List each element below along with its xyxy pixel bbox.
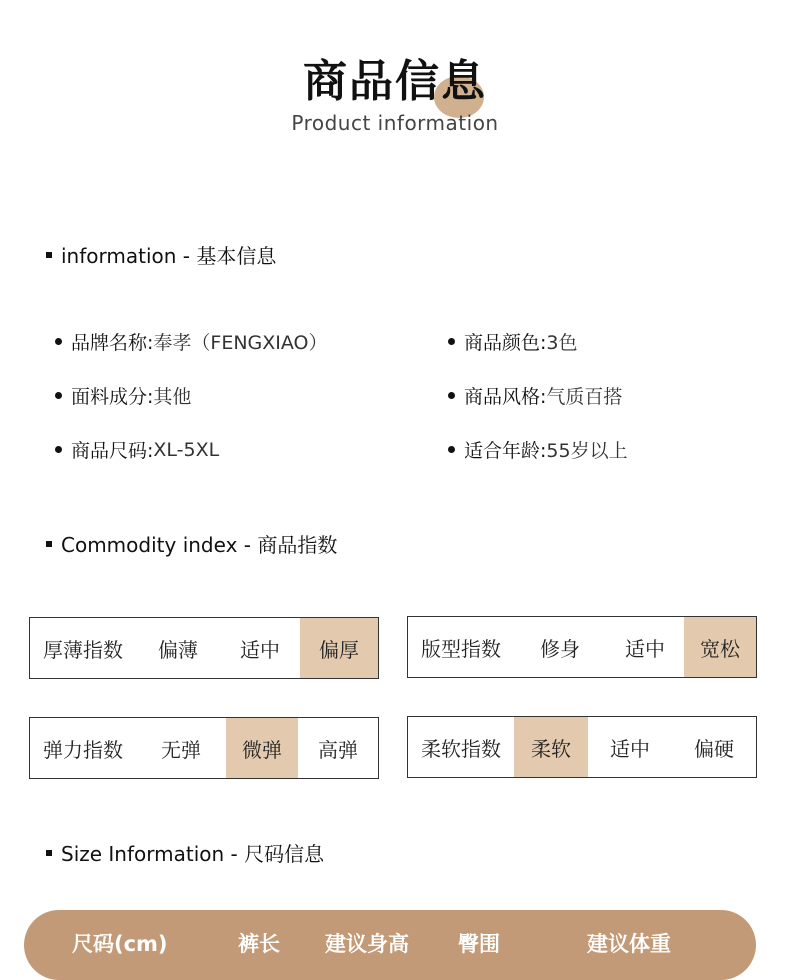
page-title: 商品信息 bbox=[303, 56, 487, 107]
size-header-height: 建议身高 bbox=[325, 932, 409, 956]
index-elasticity bbox=[29, 717, 379, 779]
dot-bullet-icon bbox=[55, 392, 62, 399]
size-header-length: 裤长 bbox=[238, 932, 280, 956]
size-header-size: 尺码(cm) bbox=[72, 932, 168, 956]
info-value: 气质百搭 bbox=[546, 386, 623, 408]
index-option: 适中 bbox=[625, 636, 665, 661]
info-value: 55岁以上 bbox=[546, 440, 628, 462]
index-option: 偏薄 bbox=[158, 637, 198, 662]
index-name: 厚薄指数 bbox=[43, 637, 123, 662]
section-heading-label: information - 基本信息 bbox=[61, 244, 277, 268]
info-item-color bbox=[448, 328, 578, 355]
index-thickness bbox=[29, 617, 379, 679]
index-name: 版型指数 bbox=[421, 636, 501, 661]
index-name: 弹力指数 bbox=[43, 737, 123, 762]
info-label: 商品尺码: bbox=[71, 440, 154, 462]
info-value: XL-5XL bbox=[153, 438, 220, 461]
dot-bullet-icon bbox=[448, 338, 455, 345]
dot-bullet-icon bbox=[55, 446, 62, 453]
info-item-style bbox=[448, 382, 622, 409]
dot-bullet-icon bbox=[448, 446, 455, 453]
square-bullet-icon bbox=[46, 252, 52, 258]
index-option-selected: 宽松 bbox=[684, 617, 756, 677]
info-label: 商品风格: bbox=[464, 386, 547, 408]
info-label: 适合年龄: bbox=[464, 440, 547, 462]
page-subtitle: Product information bbox=[291, 111, 499, 135]
square-bullet-icon bbox=[46, 850, 52, 856]
info-item-size bbox=[55, 436, 219, 463]
index-name: 柔软指数 bbox=[421, 736, 501, 761]
size-header-hip: 臀围 bbox=[458, 932, 500, 956]
dot-bullet-icon bbox=[448, 392, 455, 399]
index-option: 无弹 bbox=[161, 737, 201, 762]
section-heading-commodity-index bbox=[46, 529, 337, 558]
info-label: 品牌名称: bbox=[71, 332, 154, 354]
index-option: 适中 bbox=[240, 637, 280, 662]
info-value: 奉孝（FENGXIAO） bbox=[153, 332, 328, 354]
index-option-selected: 微弹 bbox=[226, 718, 298, 778]
index-option: 高弹 bbox=[318, 737, 358, 762]
size-header-weight: 建议体重 bbox=[587, 932, 671, 956]
dot-bullet-icon bbox=[55, 338, 62, 345]
index-softness bbox=[407, 716, 757, 778]
info-item-brand bbox=[55, 328, 328, 355]
index-option: 偏硬 bbox=[694, 736, 734, 761]
title-block bbox=[0, 52, 790, 112]
section-heading-size-information bbox=[46, 838, 324, 867]
section-heading-label: Commodity index - 商品指数 bbox=[61, 533, 338, 557]
info-value: 3色 bbox=[546, 332, 578, 354]
info-label: 商品颜色: bbox=[464, 332, 547, 354]
info-value: 其他 bbox=[153, 386, 192, 408]
index-option: 修身 bbox=[540, 636, 580, 661]
info-item-fabric bbox=[55, 382, 191, 409]
square-bullet-icon bbox=[46, 541, 52, 547]
index-option-selected: 偏厚 bbox=[300, 618, 378, 678]
index-option-selected: 柔软 bbox=[514, 717, 588, 777]
info-item-age bbox=[448, 436, 628, 463]
section-heading-information bbox=[46, 240, 276, 269]
info-label: 面料成分: bbox=[71, 386, 154, 408]
section-heading-label: Size Information - 尺码信息 bbox=[61, 842, 325, 866]
index-fit bbox=[407, 616, 757, 678]
index-option: 适中 bbox=[610, 736, 650, 761]
